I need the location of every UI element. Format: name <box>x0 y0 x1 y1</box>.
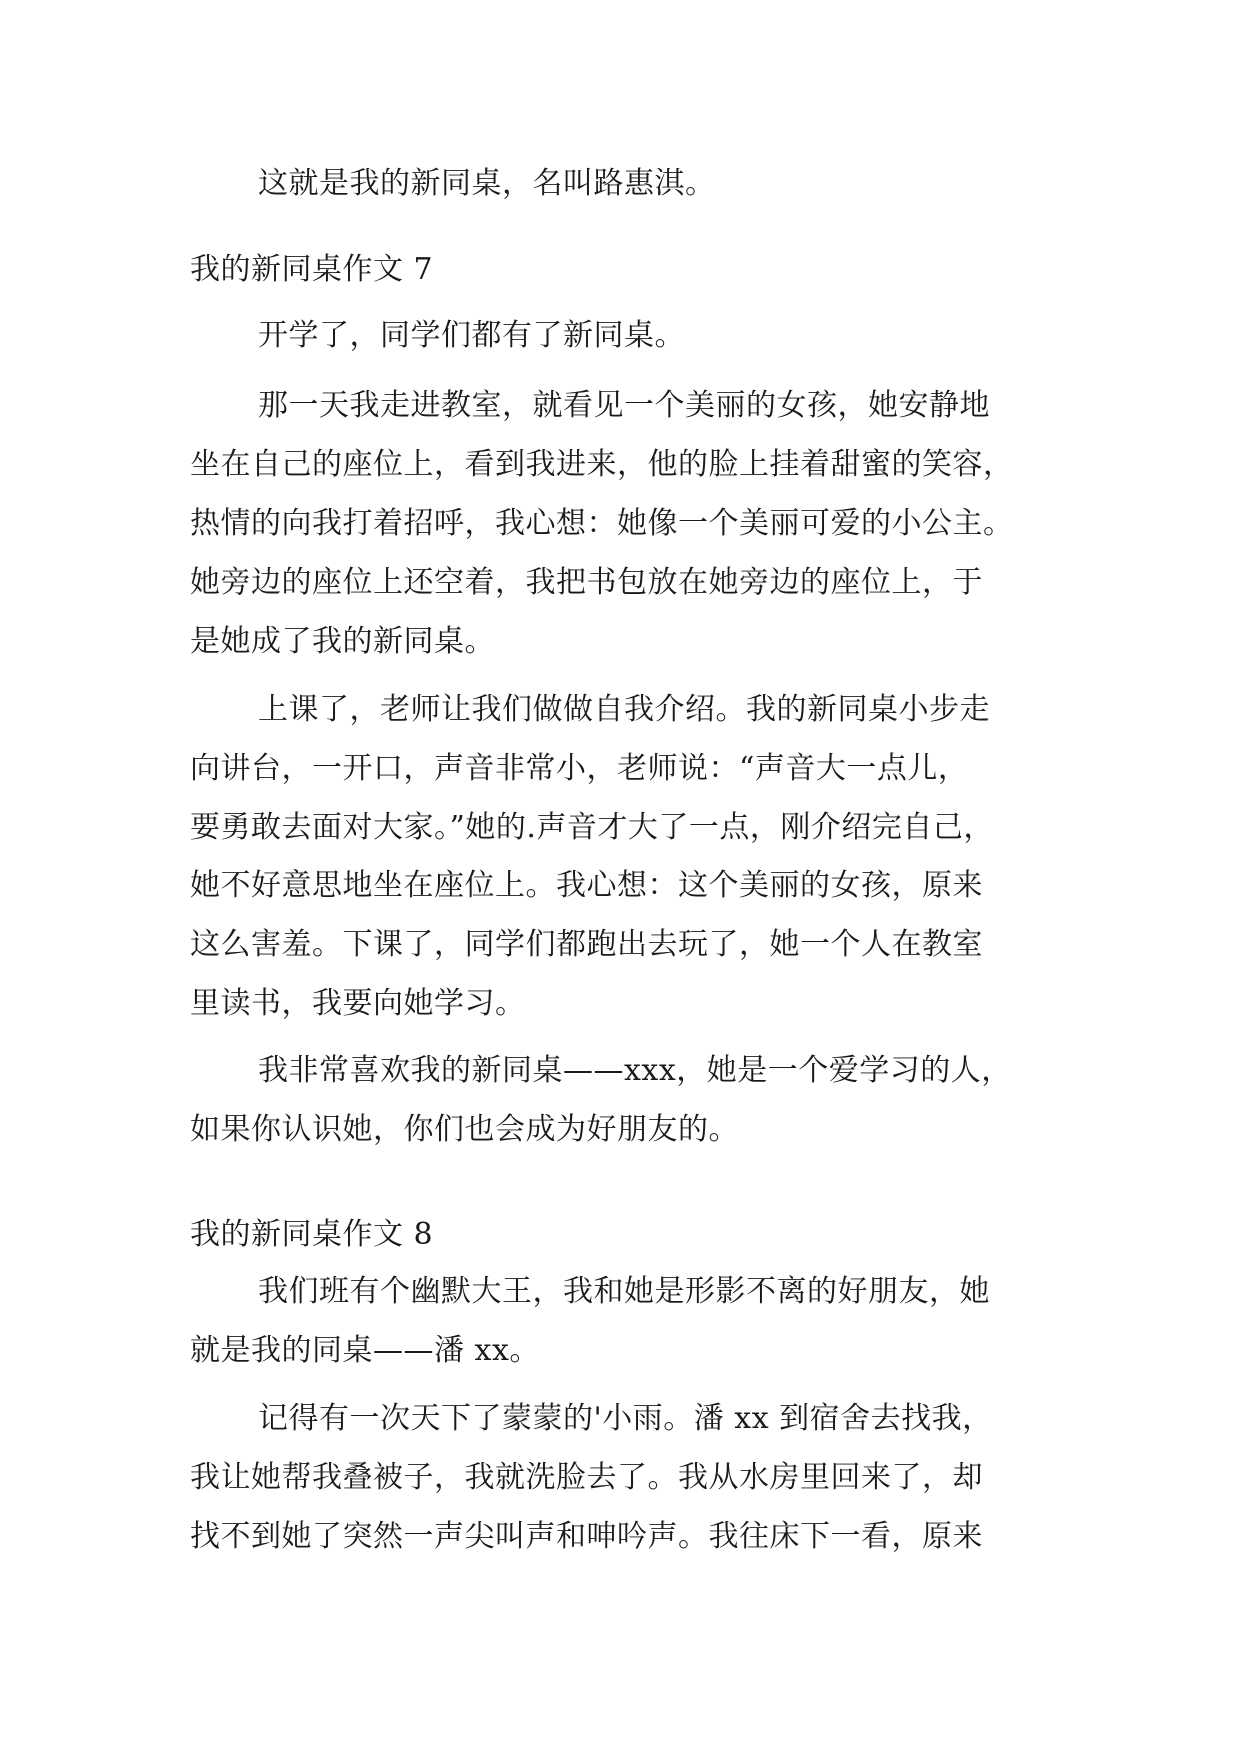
section-heading: 我的新同桌作文 7 <box>190 252 434 287</box>
paragraph-line: 她不好意思地坐在座位上。我心想：这个美丽的女孩，原来 <box>190 868 983 903</box>
paragraph-line: 找不到她了突然一声尖叫声和呻吟声。我往床下一看，原来 <box>190 1519 983 1554</box>
paragraph-line: 记得有一次天下了蒙蒙的'小雨。潘 xx 到宿舍去找我， <box>258 1401 993 1436</box>
paragraph-line: 坐在自己的座位上，看到我进来，他的脸上挂着甜蜜的笑容， <box>190 447 1014 482</box>
paragraph-line: 里读书，我要向她学习。 <box>190 986 526 1021</box>
section-heading: 我的新同桌作文 8 <box>190 1217 434 1252</box>
paragraph-line: 向讲台，一开口，声音非常小，老师说：“声音大一点儿， <box>190 751 969 786</box>
paragraph-line: 是她成了我的新同桌。 <box>190 624 495 659</box>
paragraph-line: 这就是我的新同桌，名叫路惠淇。 <box>258 166 716 201</box>
paragraph-line: 上课了，老师让我们做做自我介绍。我的新同桌小步走 <box>258 692 990 727</box>
paragraph-line: 我们班有个幽默大王，我和她是形影不离的好朋友，她 <box>258 1274 990 1309</box>
paragraph-line: 我非常喜欢我的新同桌——xxx，她是一个爱学习的人， <box>258 1053 1012 1088</box>
paragraph-line: 她旁边的座位上还空着，我把书包放在她旁边的座位上，于 <box>190 565 983 600</box>
paragraph-line: 热情的向我打着招呼，我心想：她像一个美丽可爱的小公主。 <box>190 506 1014 541</box>
paragraph-line: 那一天我走进教室，就看见一个美丽的女孩，她安静地 <box>258 388 990 423</box>
paragraph-line: 开学了，同学们都有了新同桌。 <box>258 318 685 353</box>
paragraph-line: 如果你认识她，你们也会成为好朋友的。 <box>190 1112 739 1147</box>
paragraph-line: 我让她帮我叠被子，我就洗脸去了。我从水房里回来了，却 <box>190 1460 983 1495</box>
paragraph-line: 要勇敢去面对大家。”她的.声音才大了一点，刚介绍完自己， <box>190 810 994 845</box>
paragraph-line: 这么害羞。下课了，同学们都跑出去玩了，她一个人在教室 <box>190 927 983 962</box>
paragraph-line: 就是我的同桌——潘 xx。 <box>190 1333 540 1368</box>
